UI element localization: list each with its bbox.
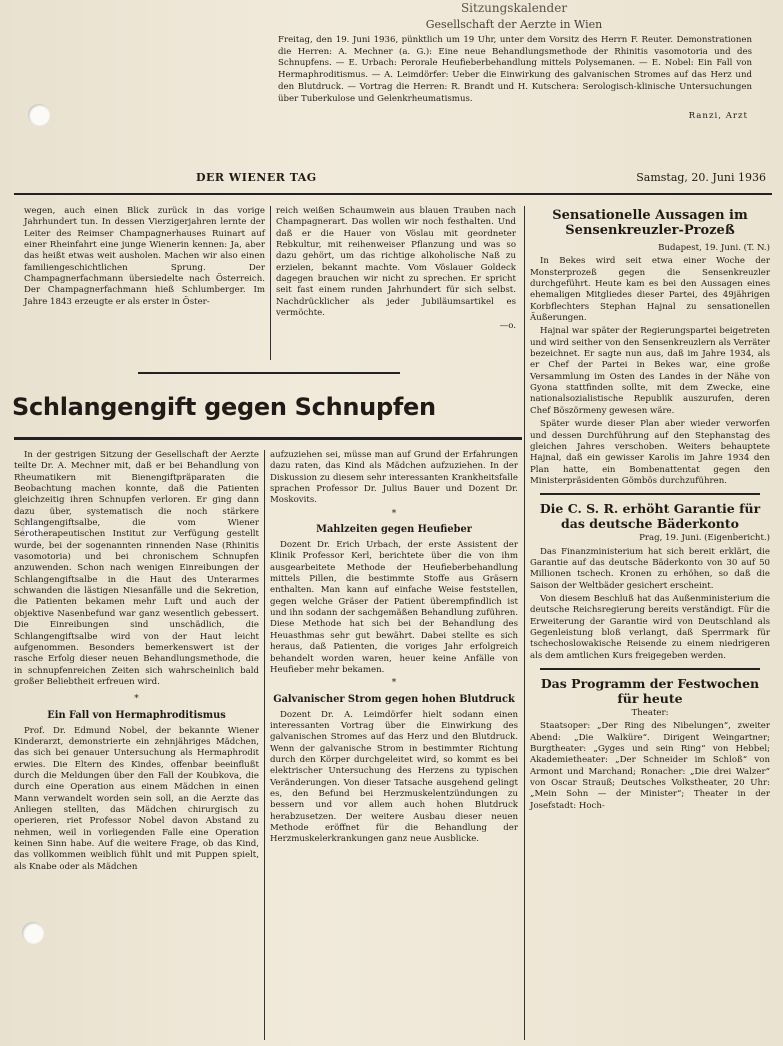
article-text-1: In der gestrigen Sitzung der Gesellschaft der Aerzte teilte Dr. A. Mechner mit, daß er bei Behandlung von Rheumatikern mit Bienengiftpräparaten die Beobachtung machen konnte, daß die Patienten gleichzeitig ihren Schnupfen verloren. Er ging dann dazu über, systematisch die noch stärkere Schlangengiftsalbe, die vom Wiener Serotherapeutischen Institut zur Verfügung gestellt wurde, bei der sogenannten rinnenden Nase (Rhinitis vasomotoria) und bei chronischem Schnupfen anzuwenden. Schon nach wenigen Einreibungen der Schlangengiftsalbe in die Haut des Unterarmes schwanden die lästigen Niesanfälle und die Sekretion, die Patienten bekamen mehr Luft und auch der objektive Nasenbefund war ganz wesentlich gebessert. Die Einreibungen sind unschädlich, die Schlangengiftsalbe wird von der Haut leicht aufgenommen. Besonders bemerkenswert ist der rasche Erfolg dieser neuen Behandlungsmethode, die in schnupfenreichen Zeiten sich wahrscheinlich bald großer Beliebtheit erfreuen wird. xyxy=(14,450,259,687)
hermaphrod-body: Prof. Dr. Edmund Nobel, der bekannte Wiener Kinderarzt, demonstrierte ein zehnjähriges Mädchen, das sich bei genauer Untersuchung als Hermaphrodit erwies. Die Eltern des Kindes, offenbar beeinflußt durch die Meldungen über den Fall der Koubkova, die durch eine Operation aus einem Mädchen in einen Mann verwandelt worden sein soll, an die Aerzte das Anliegen stellten, das Mädchen chirurgisch zu operieren, riet Professor Nobel davon Abstand zu nehmen, weil in vorliegenden Falle eine Operation keinen Sinn habe. Auf die weitere Frage, ob das Kind, das vollkommen weiblich fühlt und mit Puppen spielt, als Knabe oder als Mädchen xyxy=(14,725,259,872)
csr-body-2: Von diesem Beschluß hat das Außenministerium die deutsche Reichsregierung bereits verständigt. Für die Erweiterung der Garantie wird von Deutschland als Gegenleistung bloß verlangt, daß Sperrmark für tschechoslowakische Reisende zu einem niedrigeren als dem amtlichen Kurs freigegeben werden. xyxy=(530,593,770,661)
csr-body-1: Das Finanzministerium hat sich bereit erklärt, die Garantie auf das deutsche Bäderkonto von 30 auf 50 Millionen tschech. Kronen zu erhöhen, so daß die Saison der Weltbäder gesichert erscheint. xyxy=(530,546,770,591)
festwochen-head: Das Programm der Festwochen für heute xyxy=(540,676,760,706)
issue-date: Samstag, 20. Juni 1936 xyxy=(636,171,766,184)
festwochen-body: Staatsoper: „Der Ring des Nibelungen“, zweiter Abend: „Die Walküre“. Dirigent Weingartner; Burgtheater: „Gyges und sein Ring“ von Hebbel; Akademietheater: „Der Schneider im Schloß“ von Armont und Marchand; Ronacher: „Die drei Walzer“ von Oscar Strauß; Deutsches Volkstheater, 20 Uhr: „Mein Sohn — der Minister“; Theater in der Josefstadt: Hoch- xyxy=(530,721,770,811)
clipping-signature: Ranzi, Arzt xyxy=(688,111,748,122)
punch-hole xyxy=(28,104,50,126)
article-text-2: aufzuziehen sei, müsse man auf Grund der Erfahrungen dazu raten, das Kind als Mädchen aufzuziehen. In der Diskussion zu diesem sehr interessanten Krankheitsfalle sprachen Professor Dr. Julius Bauer und Dozent Dr. Moskovits. xyxy=(270,450,518,506)
galvan-body: Dozent Dr. A. Leimdörfer hielt sodann einen interessanten Vortrag über die Einwirkung des galvanischen Stromes auf das Herz und den Blutdruck. Wenn der galvanische Strom in bestimmter Richtung durch den Körper durchgeleitet wird, so kommt es bei elektrischer Untersuchung des Herzens zu typischen Veränderungen. Von dieser Tatsache ausgehend gelingt es, den Befund bei Herzmuskelentzündungen zu bessern und vor allem auch hohen Blutdruck herabzusetzen. Der weitere Ausbau dieser neuen Methode eröffnet für die Behandlung der Herzmuskelerkrankungen ganz neue Ausblicke. xyxy=(270,709,518,845)
article-column-2 xyxy=(270,450,518,848)
article-column-1 xyxy=(14,450,259,875)
csr-dateline: Prag, 19. Juni. (Eigenbericht.) xyxy=(639,533,770,544)
continuation-text-2: reich weißen Schaumwein aus blauen Trauben nach Champagnerart. Das wollen wir noch festhalten. Und daß er die Hauer von Vöslau mit geordneter Rebkultur, mit reihenweiser Pflanzung und was so dazu gehört, um das richtige alkoholische Naß zu erzielen, bekannt machte. Vom Vöslauer Goldeck dagegen brauchen wir nicht zu sprechen. Er spricht seit fast einem runden Jahrhundert für sich selbst. Nachdrücklicher als jeder Jubiläumsartikel es vermöchte. xyxy=(276,206,516,319)
section-rule xyxy=(540,668,760,670)
heufieber-body: Dozent Dr. Erich Urbach, der erste Assistent der Klinik Professor Kerl, berichtete über die von ihm ausgearbeitete Methode der Heufieberbehandlung mittels Pillen, die bestimmte Stoffe aus Gräsern enthalten. Man kann auf einfache Weise feststellen, gegen welche Gräser der Patient überempfindlich ist und ihn sodann der sachgemäßen Behandlung zuführen. Diese Methode hat sich bei der Behandlung des Heuasthmas sehr gut bewährt. Dabei stellte es sich heraus, daß Patienten, die voriges Jahr erfolgreich behandelt worden waren, heuer keine Anfälle von Heufieber mehr bekamen. xyxy=(270,540,518,675)
section-rule xyxy=(540,493,760,495)
column-divider xyxy=(270,206,271,360)
punch-hole xyxy=(22,922,44,944)
right-column xyxy=(530,206,770,814)
column-divider xyxy=(264,450,265,1040)
headline-rule xyxy=(14,437,522,440)
sensation-body-1: In Bekes wird seit etwa einer Woche der Monsterprozeß gegen die Sensenkreuzler durchgeführt. Heute kam es bei den Aussagen eines ehemaligen Mitgliedes dieser Partei, des 49jährigen Korbflechters Stephan Hajnal zu sensationellen Äußerungen. xyxy=(530,256,770,324)
festwochen-sub: Theater: xyxy=(631,708,669,718)
clipping-title: Sitzungskalender xyxy=(460,1,568,15)
separator-star: * xyxy=(134,694,139,705)
separator-star: * xyxy=(391,678,397,689)
continuation-column-2 xyxy=(276,206,516,333)
hermaphrod-head: Ein Fall von Hermaphroditismus xyxy=(47,709,226,721)
clipping-body: Freitag, den 19. Juni 1936, pünktlich um 19 Uhr, unter dem Vorsitz des Herrn F. Reuter. Demonstrationen die Herren: A. Mechner (a. G.): Eine neue Behandlungsmethode der Rhinitis vasomotoria und des Schnupfens. — E. Urbach: Perorale Heufieberbehandlung mittels Polysemanen. — E. Nobel: Ein Fall von Hermaphroditismus. — A. Leimdörfer: Ueber die Einwirkung des galvanischen Stromes auf das Herz und den Blutdruck. — Vortrag die Herren: R. Brandt und H. Kutschera: Serologisch-klinische Untersuchungen über Tuberkulose und Gelenkrheumatismus. xyxy=(278,35,752,104)
section-rule xyxy=(138,372,400,374)
continuation-signature: —o. xyxy=(499,321,516,332)
headline: Schlangengift gegen Schnupfen xyxy=(12,393,436,421)
masthead xyxy=(14,171,772,195)
separator-star: * xyxy=(391,508,397,519)
sitzungskalender-clipping xyxy=(268,0,760,155)
csr-head: Die C. S. R. erhöht Garantie für das deutsche Bäderkonto xyxy=(539,501,761,532)
sensation-body-2: Hajnal war später der Regierungspartei beigetreten und wird seither von den Sensenkreuzlern als Verräter bezeichnet. Er sagte nun aus, daß im Jahre 1934, als er Chef der Partei in Bekes war, eine große Versammlung im Osten des Landes in der Nähe von Gyona stattfinden sollte, mit dem Zwecke, eine nationalsozialistische Republik auszurufen, deren Chef Böszörmeny gewesen wäre. xyxy=(530,326,770,416)
heufieber-head: Mahlzeiten gegen Heufieber xyxy=(316,524,472,536)
sensation-head: Sensationelle Aussagen im Sensenkreuzler-Prozeß xyxy=(552,208,748,238)
clipping-society: Gesellschaft der Aerzte in Wien xyxy=(425,18,603,31)
continuation-column-1 xyxy=(24,206,265,310)
continuation-text-1: wegen, auch einen Blick zurück in das vorige Jahrhundert tun. In dessen Vierzigerjahren lernte der Leiter des Reimser Champagnerhauses Ruinart auf einer Rheinfahrt eine junge Wienerin kennen: Ja, aber das heißt etwas weit ausholen. Machen wir also einen familiengeschichtlichen Sprung. Der Champagnerfachmann übersiedelte nach Österreich. Der Champagnerfachmann hieß Schlumberger. Im Jahre 1843 erzeugte er als erster in Öster- xyxy=(24,206,265,307)
column-divider xyxy=(524,206,525,1040)
newspaper-name: DER WIENER TAG xyxy=(196,171,317,184)
galvan-head: Galvanischer Strom gegen hohen Blutdruck xyxy=(273,693,515,705)
sensation-dateline: Budapest, 19. Juni. (T. N.) xyxy=(658,243,770,253)
sensation-body-3: Später wurde dieser Plan aber wieder verworfen und dessen Durchführung auf den Stephanstag des gleichen Jahres verschoben. Weiters behauptete Hajnal, daß ein gewisser Karolis im Jahre 1934 den Plan hatte, ein Bombenattentat gegen den Ministerpräsidenten Gömbös durchzuführen. xyxy=(530,419,770,486)
